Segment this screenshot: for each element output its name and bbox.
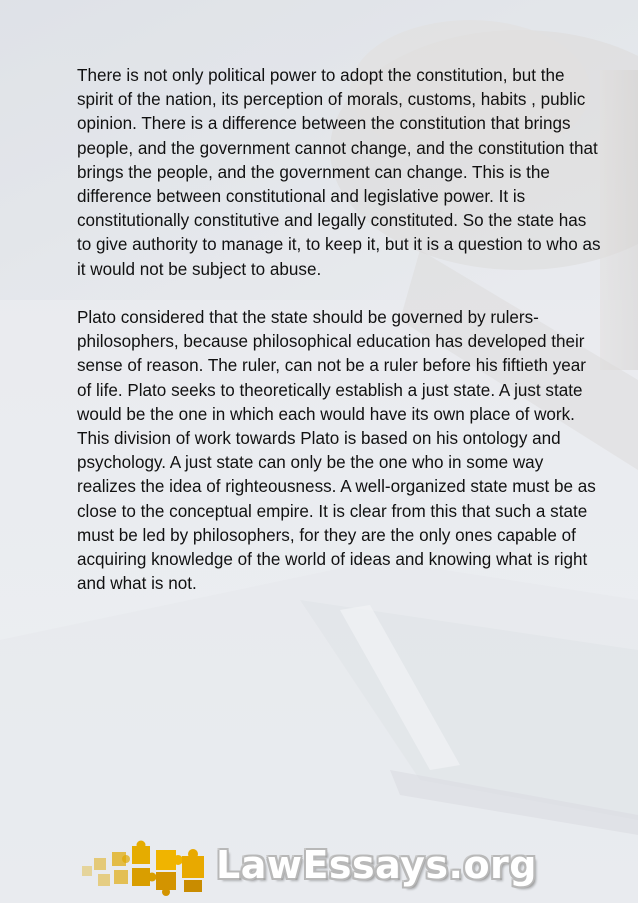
puzzle-pieces-icon <box>78 836 213 896</box>
document-body <box>77 64 602 621</box>
brand-name: LawEssays.org <box>216 843 538 887</box>
paragraph-plato: Plato considered that the state should be governed by rulers-philosophers, because philosophical education has developed their sense of reason. The ruler, can not be a ruler before his fiftieth year of life. Plato seeks to theoretically establish a just state. A just state would be the one in which each would have its own place of work. This division of work towards Plato is based on his ontology and psychology. A just state can only be the one who in some way realizes the idea of righteousness. A well-organized state must be as close to the conceptual empire. It is clear from this that such a state must be led by philosophers, for they are the only ones capable of acquiring knowledge of the world of ideas and knowing what is right and what is not. <box>77 308 596 594</box>
paragraph-constitution: There is not only political power to adopt the constitution, but the spirit of the nation, its perception of morals, customs, habits , public opinion. There is a difference between the constitution that brings people, and the government cannot change, and the constitution that brings the people, and the government can change. This is the difference between constitutional and legislative power. It is constitutionally constitutive and legally constituted. So the state has to give authority to manage it, to keep it, but it is a question to who as it would not be subject to abuse. <box>77 66 601 279</box>
site-footer-logo <box>78 836 548 896</box>
